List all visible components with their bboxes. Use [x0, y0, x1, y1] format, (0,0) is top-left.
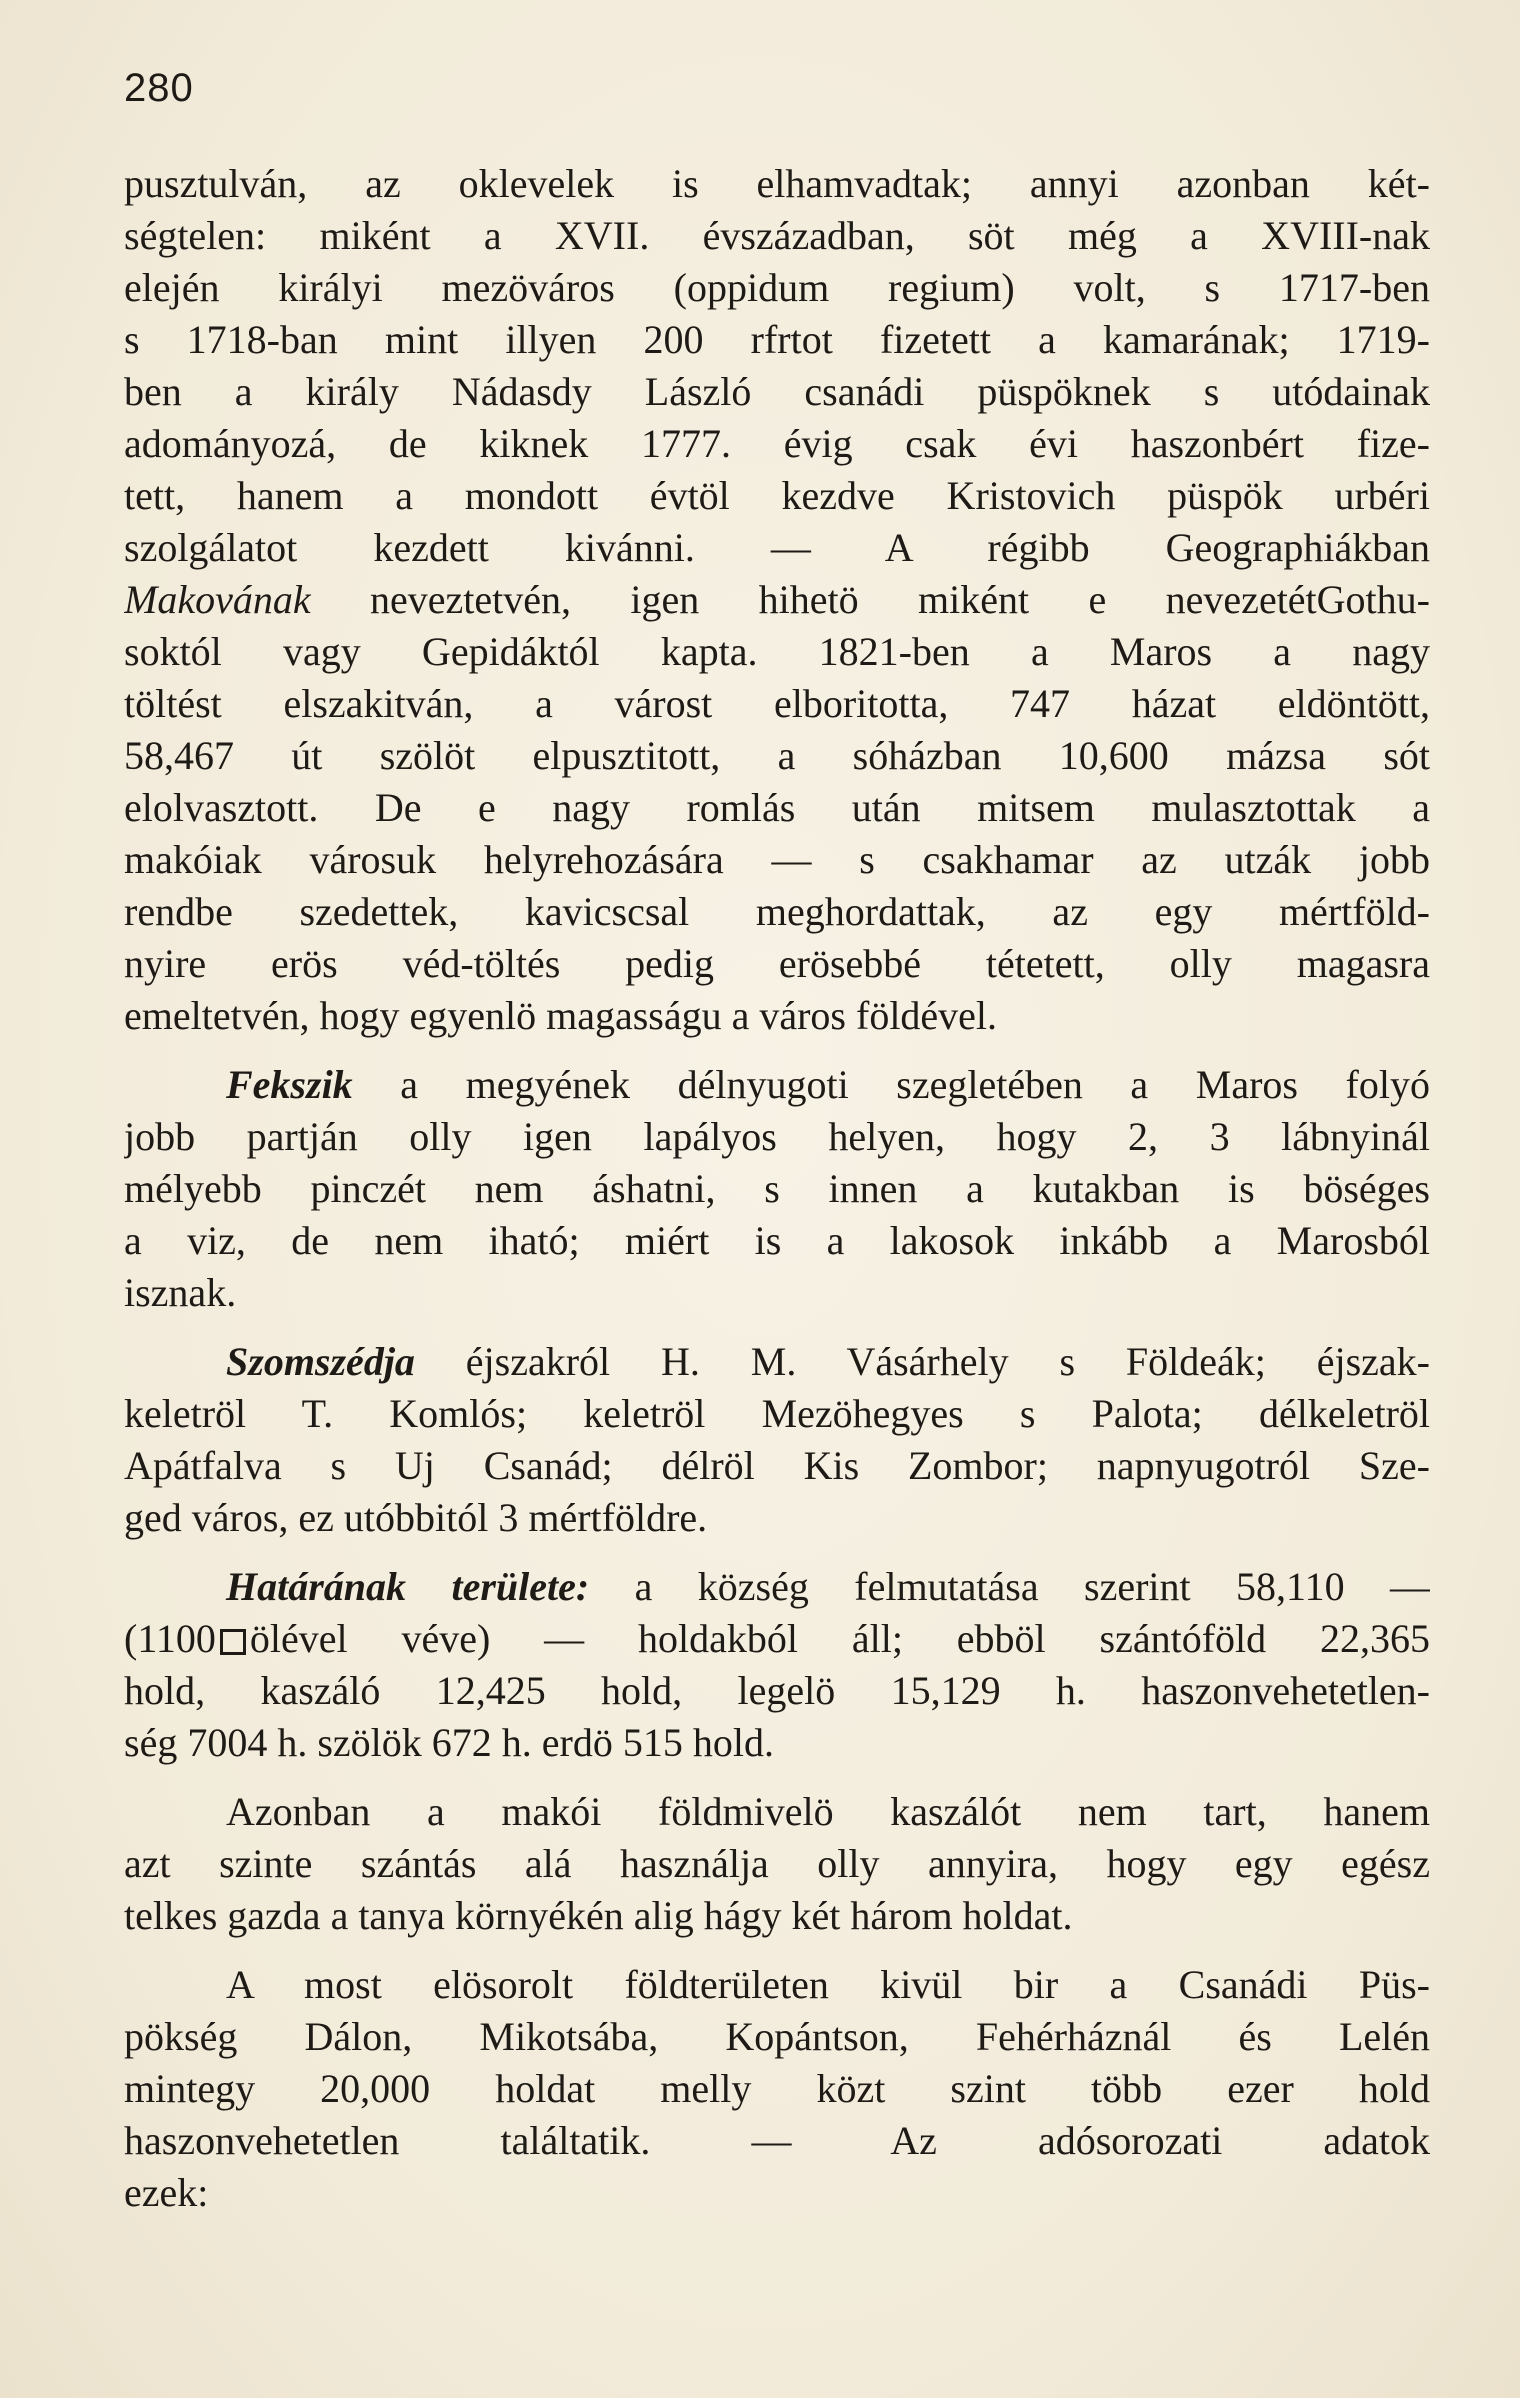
- body-text: [124, 158, 1430, 2219]
- text-line: hold, kaszáló 12,425 hold, legelö 15,129 h. haszonvehetetlen-: [124, 1668, 1430, 1713]
- text-line: ged város, ez utóbbitól 3 mértföldre.: [124, 1495, 708, 1540]
- paragraph-2: [124, 1059, 1430, 1319]
- text-line: ség 7004 h. szölök 672 h. erdö 515 hold.: [124, 1720, 774, 1765]
- text-line: tett, hanem a mondott évtöl kezdve Kristovich püspök urbéri: [124, 473, 1430, 518]
- square-symbol-icon: [220, 1629, 246, 1655]
- text-line: rendbe szedettek, kavicscsal meghordattak, az egy mértföld-: [124, 889, 1430, 934]
- text-line: haszonvehetetlen találtatik. — Az adósorozati adatok: [124, 2118, 1430, 2163]
- paragraph-6: [124, 1959, 1430, 2219]
- text-line: elolvasztott. De e nagy romlás után mitsem mulasztottak a: [124, 785, 1430, 830]
- text-line: pusztulván, az oklevelek is elhamvadtak; annyi azonban két-: [124, 161, 1430, 206]
- text-line: s 1718-ban mint illyen 200 rfrtot fizetett a kamarának; 1719-: [124, 317, 1430, 362]
- text-line: a viz, de nem iható; miért is a lakosok inkább a Marosból: [124, 1218, 1430, 1263]
- lead-term: Fekszik: [226, 1062, 353, 1107]
- text-line: Határának területe: a község felmutatása szerint 58,110 —: [226, 1564, 1430, 1609]
- text-line: Szomszédja éjszakról H. M. Vásárhely s Földeák; éjszak-: [226, 1339, 1430, 1384]
- text-line: A most elösorolt földterületen kivül bir a Csanádi Püs-: [226, 1962, 1430, 2007]
- text-line: pökség Dálon, Mikotsába, Kopántson, Fehérháznál és Lelén: [124, 2014, 1430, 2059]
- paragraph-1: [124, 158, 1430, 1042]
- text-line: Apátfalva s Uj Csanád; délröl Kis Zombor; napnyugotról Sze-: [124, 1443, 1430, 1488]
- text-line: ségtelen: miként a XVII. évszázadban, söt még a XVIII-nak: [124, 213, 1430, 258]
- paragraph-3: [124, 1336, 1430, 1544]
- text-line: isznak.: [124, 1270, 237, 1315]
- text-line: nyire erös véd-töltés pedig erösebbé tétetett, olly magasra: [124, 941, 1430, 986]
- text-line: ben a király Nádasdy László csanádi püspöknek s utódainak: [124, 369, 1430, 414]
- text-line-italic-lead: Makovának neveztetvén, igen hihetö miként e nevezetétGothu-: [124, 577, 1430, 622]
- text-line: (1100 ölével véve) — holdakból áll; ebböl szántóföld 22,365: [124, 1616, 1430, 1661]
- text-line: 58,467 út szölöt elpusztitott, a sóházban 10,600 mázsa sót: [124, 733, 1430, 778]
- text-line: telkes gazda a tanya környékén alig hágy két három holdat.: [124, 1893, 1073, 1938]
- text-line: elején királyi mezöváros (oppidum regium) volt, s 1717-ben: [124, 265, 1430, 310]
- page-number: 280: [124, 66, 194, 110]
- text-line: mintegy 20,000 holdat melly közt szint több ezer hold: [124, 2066, 1430, 2111]
- text-line: makóiak városuk helyrehozására — s csakhamar az utzák jobb: [124, 837, 1430, 882]
- text-line: azt szinte szántás alá használja olly annyira, hogy egy egész: [124, 1841, 1430, 1886]
- paragraph-5: [124, 1786, 1430, 1942]
- paragraph-4: [124, 1561, 1430, 1769]
- italic-term: Makovának: [124, 577, 311, 622]
- text-line: keletröl T. Komlós; keletröl Mezöhegyes s Palota; délkeletröl: [124, 1391, 1430, 1436]
- text-line: Fekszik a megyének délnyugoti szegletében a Maros folyó: [226, 1062, 1430, 1107]
- lead-term: Határának területe:: [226, 1564, 590, 1609]
- lead-term: Szomszédja: [226, 1339, 415, 1384]
- text-line: ezek:: [124, 2170, 209, 2215]
- text-line: soktól vagy Gepidáktól kapta. 1821-ben a Maros a nagy: [124, 629, 1430, 674]
- text-line: töltést elszakitván, a várost elboritotta, 747 házat eldöntött,: [124, 681, 1430, 726]
- text-line: Azonban a makói földmivelö kaszálót nem tart, hanem: [226, 1789, 1430, 1834]
- text-line: szolgálatot kezdett kivánni. — A régibb Geographiákban: [124, 525, 1430, 570]
- text-line: jobb partján olly igen lapályos helyen, hogy 2, 3 lábnyinál: [124, 1114, 1430, 1159]
- text-line: adományozá, de kiknek 1777. évig csak évi haszonbért fize-: [124, 421, 1430, 466]
- text-line: mélyebb pinczét nem áshatni, s innen a kutakban is böséges: [124, 1166, 1430, 1211]
- text-line: emeltetvén, hogy egyenlö magasságu a város földével.: [124, 993, 998, 1038]
